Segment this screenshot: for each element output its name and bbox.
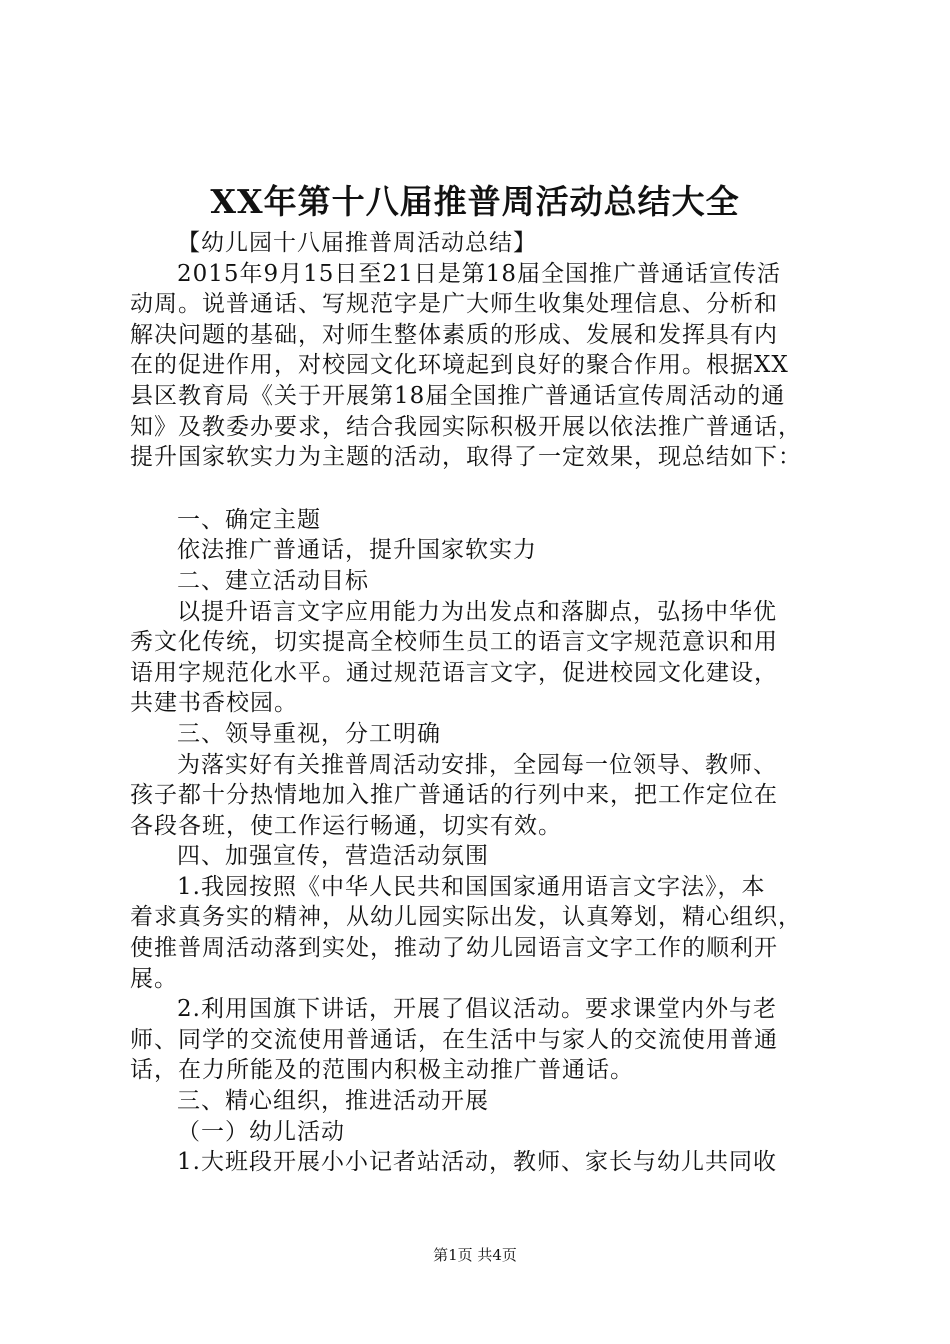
paragraph-line: 秀文化传统，切实提高全校师生员工的语言文字规范意识和用	[130, 629, 778, 656]
paragraph-line: 1.我园按照《中华人民共和国国家通用语言文字法》，本	[177, 873, 766, 900]
paragraph-line: 师、同学的交流使用普通话，在生活中与家人的交流使用普通	[130, 1026, 778, 1053]
paragraph-line: 提升国家软实力为主题的活动，取得了一定效果，现总结如下：	[130, 444, 802, 471]
paragraph-gap	[130, 473, 830, 505]
paragraph-line: 县区教育局《关于开展第18届全国推广普通话宣传周活动的通	[130, 382, 786, 409]
section-heading: 三、精心组织，推进活动开展	[177, 1088, 489, 1115]
paragraph-line: 为落实好有关推普周活动安排，全园每一位领导、教师、	[177, 751, 777, 778]
paragraph-line: 共建书香校园。	[130, 690, 298, 717]
paragraph-line: 依法推广普通话，提升国家软实力	[177, 537, 537, 564]
paragraph-line: 话，在力所能及的范围内积极主动推广普通话。	[130, 1057, 634, 1084]
paragraph-line: 展。	[130, 965, 178, 992]
document-body	[130, 228, 830, 1178]
paragraph-line: 各段各班，使工作运行畅通，切实有效。	[130, 812, 562, 839]
paragraph-line: 2015年9月15日至21日是第18届全国推广普通话宣传活	[177, 260, 781, 287]
document-title: XX年第十八届推普周活动总结大全	[210, 182, 740, 221]
page-indicator: 第1页 共4页	[433, 1246, 517, 1264]
subtitle: 【幼儿园十八届推普周活动总结】	[177, 230, 537, 256]
paragraph-line: 使推普周活动落到实处，推动了幼儿园语言文字工作的顺利开	[130, 935, 778, 962]
paragraph-line: 2.利用国旗下讲话，开展了倡议活动。要求课堂内外与老	[177, 996, 777, 1023]
paragraph-line: 动周。说普通话、写规范字是广大师生收集处理信息、分析和	[130, 291, 778, 318]
paragraph-line: 1.大班段开展小小记者站活动，教师、家长与幼儿共同收	[177, 1149, 777, 1176]
paragraph-line: 解决问题的基础，对师生整体素质的形成、发展和发挥具有内	[130, 321, 778, 348]
paragraph-line: 知》及教委办要求，结合我园实际积极开展以依法推广普通话，	[130, 413, 802, 440]
section-heading: 一、确定主题	[177, 506, 321, 533]
paragraph-line: 以提升语言文字应用能力为出发点和落脚点，弘扬中华优	[177, 598, 777, 625]
section-heading: 三、领导重视，分工明确	[177, 720, 441, 747]
section-heading: 二、建立活动目标	[177, 567, 369, 594]
paragraph-line: 在的促进作用，对校园文化环境起到良好的聚合作用。根据XX	[130, 352, 789, 379]
subsection-heading: （一）幼儿活动	[177, 1118, 345, 1145]
paragraph-line: 孩子都十分热情地加入推广普通话的行列中来，把工作定位在	[130, 782, 778, 809]
paragraph-line: 语用字规范化水平。通过规范语言文字，促进校园文化建设，	[130, 659, 778, 686]
section-heading: 四、加强宣传，营造活动氛围	[177, 843, 489, 870]
paragraph-line: 着求真务实的精神，从幼儿园实际出发，认真筹划，精心组织，	[130, 904, 802, 931]
